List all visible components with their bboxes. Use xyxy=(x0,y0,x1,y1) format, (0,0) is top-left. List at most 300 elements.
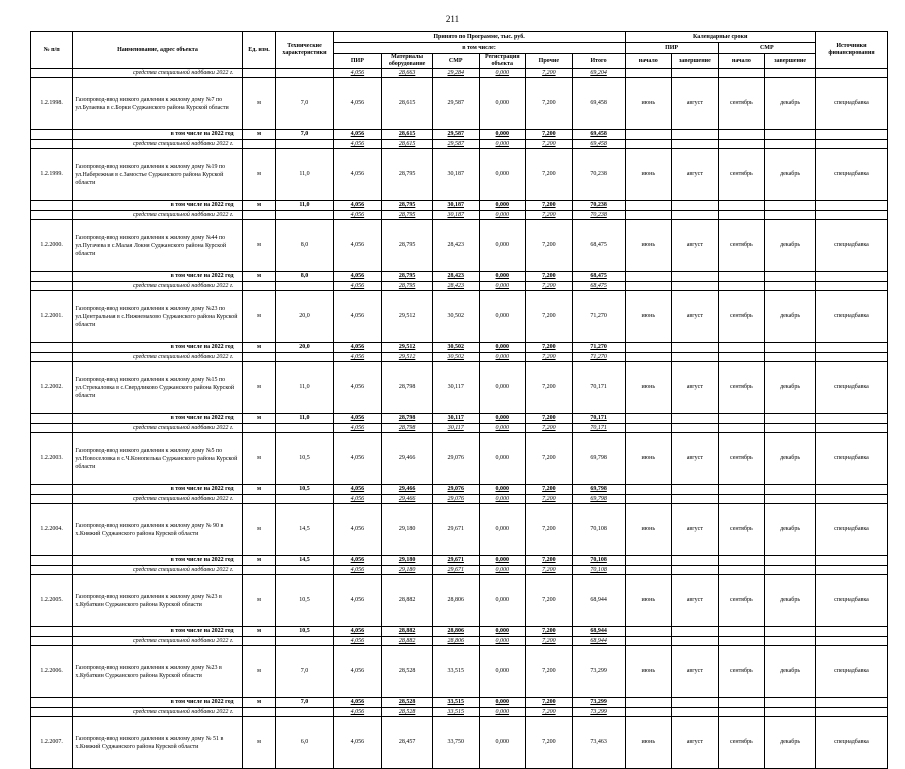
object-tech: 14,5 xyxy=(276,504,333,556)
fund-smr: 30,502 xyxy=(432,353,479,362)
subtotal-label: в том числе на 2022 год xyxy=(73,485,242,495)
subtotal-tech: 20,0 xyxy=(276,343,333,353)
fund-total: 70,108 xyxy=(572,566,625,575)
fund-pir: 4,056 xyxy=(333,495,382,504)
fund-label: средства специальной надбавки 2022 г. xyxy=(73,637,242,646)
pir-start: июнь xyxy=(625,433,672,485)
object-other: 7,200 xyxy=(526,646,573,698)
subtotal-pir: 4,056 xyxy=(333,201,382,211)
object-tech: 7,0 xyxy=(276,78,333,130)
object-pir: 4,056 xyxy=(333,362,382,414)
smr-end: декабрь xyxy=(765,575,816,627)
funding-source: спецнадбавка xyxy=(815,646,887,698)
subtotal-label: в том числе на 2022 год xyxy=(73,698,242,708)
pir-start: июнь xyxy=(625,504,672,556)
object-tech: 10,5 xyxy=(276,575,333,627)
object-other: 7,200 xyxy=(526,433,573,485)
subtotal-unit: м xyxy=(242,201,276,211)
fund-materials: 29,512 xyxy=(382,353,433,362)
header-source: Источники финансирования xyxy=(815,32,887,69)
object-unit: м xyxy=(242,504,276,556)
smr-start: сентябрь xyxy=(718,646,765,698)
pir-end: август xyxy=(672,362,719,414)
fund-smr: 30,187 xyxy=(432,211,479,220)
fund-label: средства специальной надбавки 2022 г. xyxy=(73,211,242,220)
pir-end: август xyxy=(672,575,719,627)
header-end: завершение xyxy=(672,54,719,69)
fund-materials: 28,663 xyxy=(382,69,433,78)
subtotal-registration: 0,000 xyxy=(479,272,526,282)
object-num: 1.2.2002. xyxy=(31,362,73,414)
object-smr: 28,423 xyxy=(432,220,479,272)
object-num: 1.2.2006. xyxy=(31,646,73,698)
object-smr: 30,117 xyxy=(432,362,479,414)
object-other: 7,200 xyxy=(526,291,573,343)
object-total: 68,475 xyxy=(572,220,625,272)
subtotal-unit: м xyxy=(242,272,276,282)
object-tech: 10,5 xyxy=(276,433,333,485)
subtotal-pir: 4,056 xyxy=(333,627,382,637)
pir-start: июнь xyxy=(625,78,672,130)
fund-registration: 0,000 xyxy=(479,353,526,362)
fund-row xyxy=(31,282,888,291)
subtotal-row xyxy=(31,627,888,637)
object-tech: 8,0 xyxy=(276,220,333,272)
subtotal-materials: 28,615 xyxy=(382,130,433,140)
fund-label: средства специальной надбавки 2022 г. xyxy=(73,566,242,575)
program-table xyxy=(30,31,888,769)
fund-row xyxy=(31,566,888,575)
subtotal-smr: 30,502 xyxy=(432,343,479,353)
header-start2: начало xyxy=(718,54,765,69)
subtotal-tech: 8,0 xyxy=(276,272,333,282)
object-smr: 30,187 xyxy=(432,149,479,201)
subtotal-smr: 30,117 xyxy=(432,414,479,424)
object-total: 73,299 xyxy=(572,646,625,698)
object-registration: 0,000 xyxy=(479,575,526,627)
subtotal-smr: 33,515 xyxy=(432,698,479,708)
subtotal-registration: 0,000 xyxy=(479,130,526,140)
subtotal-smr: 29,671 xyxy=(432,556,479,566)
fund-label: средства специальной надбавки 2022 г. xyxy=(73,424,242,433)
subtotal-pir: 4,056 xyxy=(333,414,382,424)
fund-smr: 29,587 xyxy=(432,140,479,149)
fund-smr: 28,423 xyxy=(432,282,479,291)
object-smr: 29,587 xyxy=(432,78,479,130)
subtotal-materials: 28,795 xyxy=(382,201,433,211)
subtotal-smr: 29,587 xyxy=(432,130,479,140)
object-smr: 33,750 xyxy=(432,717,479,769)
subtotal-label: в том числе на 2022 год xyxy=(73,627,242,637)
object-total: 73,463 xyxy=(572,717,625,769)
object-name: Газопровод-ввод низкого давления к жилому дому № 51 в х.Княжий Суджанского района Курской области xyxy=(73,717,242,769)
object-name: Газопровод-ввод низкого давления к жилому дому №15 по ул.Стрекаловка в с.Свердликово Суджанского района Курской области xyxy=(73,362,242,414)
pir-end: август xyxy=(672,291,719,343)
object-name: Газопровод-ввод низкого давления к жилому дому №23 в х.Кубаткин Суджанского района Курской области xyxy=(73,575,242,627)
object-other: 7,200 xyxy=(526,575,573,627)
fund-other: 7,200 xyxy=(526,495,573,504)
pir-start: июнь xyxy=(625,362,672,414)
object-registration: 0,000 xyxy=(479,504,526,556)
object-num: 1.2.2004. xyxy=(31,504,73,556)
subtotal-pir: 4,056 xyxy=(333,272,382,282)
header-total: Итого xyxy=(572,54,625,69)
smr-start: сентябрь xyxy=(718,149,765,201)
object-unit: м xyxy=(242,646,276,698)
object-other: 7,200 xyxy=(526,717,573,769)
object-name: Газопровод-ввод низкого давления к жилому дому №5 по ул.Новоселовка в с.Ч.Конопелька Суджанского района Курской области xyxy=(73,433,242,485)
fund-label: средства специальной надбавки 2022 г. xyxy=(73,69,242,78)
object-pir: 4,056 xyxy=(333,291,382,343)
header-smr: СМР xyxy=(432,54,479,69)
fund-smr: 29,076 xyxy=(432,495,479,504)
smr-start: сентябрь xyxy=(718,220,765,272)
subtotal-materials: 28,882 xyxy=(382,627,433,637)
pir-end: август xyxy=(672,149,719,201)
fund-other: 7,200 xyxy=(526,708,573,717)
subtotal-materials: 29,512 xyxy=(382,343,433,353)
smr-end: декабрь xyxy=(765,78,816,130)
object-tech: 7,0 xyxy=(276,646,333,698)
smr-end: декабрь xyxy=(765,646,816,698)
object-num: 1.2.2003. xyxy=(31,433,73,485)
object-row xyxy=(31,220,888,272)
fund-label: средства специальной надбавки 2022 г. xyxy=(73,708,242,717)
fund-materials: 28,795 xyxy=(382,282,433,291)
subtotal-smr: 28,806 xyxy=(432,627,479,637)
object-name: Газопровод-ввод низкого давления к жилому дому №19 по ул.Набережная в с.Замостье Суджанского района Курской области xyxy=(73,149,242,201)
object-materials: 29,512 xyxy=(382,291,433,343)
object-num: 1.2.2000. xyxy=(31,220,73,272)
subtotal-smr: 29,076 xyxy=(432,485,479,495)
fund-pir: 4,056 xyxy=(333,424,382,433)
funding-source: спецнадбавка xyxy=(815,220,887,272)
header-name: Наименование, адрес объекта xyxy=(73,32,242,69)
pir-end: август xyxy=(672,717,719,769)
subtotal-pir: 4,056 xyxy=(333,485,382,495)
object-row xyxy=(31,291,888,343)
fund-smr: 28,806 xyxy=(432,637,479,646)
fund-registration: 0,000 xyxy=(479,566,526,575)
subtotal-total: 73,299 xyxy=(572,698,625,708)
pir-start: июнь xyxy=(625,149,672,201)
subtotal-total: 69,458 xyxy=(572,130,625,140)
subtotal-other: 7,200 xyxy=(526,272,573,282)
object-pir: 4,056 xyxy=(333,717,382,769)
smr-end: декабрь xyxy=(765,433,816,485)
fund-row xyxy=(31,637,888,646)
fund-materials: 29,466 xyxy=(382,495,433,504)
fund-other: 7,200 xyxy=(526,637,573,646)
subtotal-materials: 28,798 xyxy=(382,414,433,424)
fund-total: 70,238 xyxy=(572,211,625,220)
subtotal-materials: 28,795 xyxy=(382,272,433,282)
fund-registration: 0,000 xyxy=(479,495,526,504)
fund-registration: 0,000 xyxy=(479,708,526,717)
object-materials: 28,798 xyxy=(382,362,433,414)
fund-label: средства специальной надбавки 2022 г. xyxy=(73,282,242,291)
subtotal-tech: 10,5 xyxy=(276,485,333,495)
object-materials: 28,528 xyxy=(382,646,433,698)
subtotal-registration: 0,000 xyxy=(479,556,526,566)
smr-end: декабрь xyxy=(765,220,816,272)
fund-registration: 0,000 xyxy=(479,69,526,78)
header-incl: в том числе: xyxy=(333,43,625,54)
subtotal-smr: 28,423 xyxy=(432,272,479,282)
fund-total: 69,458 xyxy=(572,140,625,149)
fund-pir: 4,056 xyxy=(333,353,382,362)
pir-end: август xyxy=(672,220,719,272)
fund-total: 70,171 xyxy=(572,424,625,433)
object-registration: 0,000 xyxy=(479,291,526,343)
fund-smr: 33,515 xyxy=(432,708,479,717)
object-name: Газопровод-ввод низкого давления к жилому дому №23 в х.Кубаткин Суджанского района Курской области xyxy=(73,646,242,698)
subtotal-unit: м xyxy=(242,414,276,424)
fund-smr: 29,671 xyxy=(432,566,479,575)
subtotal-tech: 10,5 xyxy=(276,627,333,637)
subtotal-unit: м xyxy=(242,130,276,140)
subtotal-label: в том числе на 2022 год xyxy=(73,343,242,353)
fund-row xyxy=(31,69,888,78)
fund-pir: 4,056 xyxy=(333,566,382,575)
fund-registration: 0,000 xyxy=(479,637,526,646)
subtotal-materials: 29,466 xyxy=(382,485,433,495)
object-pir: 4,056 xyxy=(333,646,382,698)
fund-other: 7,200 xyxy=(526,424,573,433)
smr-end: декабрь xyxy=(765,291,816,343)
pir-end: август xyxy=(672,646,719,698)
subtotal-unit: м xyxy=(242,698,276,708)
funding-source: спецнадбавка xyxy=(815,362,887,414)
fund-pir: 4,056 xyxy=(333,708,382,717)
object-total: 70,238 xyxy=(572,149,625,201)
pir-start: июнь xyxy=(625,646,672,698)
smr-start: сентябрь xyxy=(718,504,765,556)
object-total: 71,270 xyxy=(572,291,625,343)
object-registration: 0,000 xyxy=(479,717,526,769)
fund-pir: 4,056 xyxy=(333,140,382,149)
object-num: 1.2.1999. xyxy=(31,149,73,201)
object-total: 69,458 xyxy=(572,78,625,130)
smr-start: сентябрь xyxy=(718,362,765,414)
subtotal-other: 7,200 xyxy=(526,698,573,708)
smr-start: сентябрь xyxy=(718,433,765,485)
object-materials: 28,615 xyxy=(382,78,433,130)
object-row xyxy=(31,362,888,414)
fund-label: средства специальной надбавки 2022 г. xyxy=(73,140,242,149)
fund-row xyxy=(31,708,888,717)
object-pir: 4,056 xyxy=(333,433,382,485)
subtotal-registration: 0,000 xyxy=(479,485,526,495)
object-unit: м xyxy=(242,220,276,272)
pir-end: август xyxy=(672,433,719,485)
header-materials: Материалы оборудование xyxy=(382,54,433,69)
subtotal-unit: м xyxy=(242,627,276,637)
fund-materials: 29,180 xyxy=(382,566,433,575)
fund-other: 7,200 xyxy=(526,140,573,149)
object-total: 69,798 xyxy=(572,433,625,485)
subtotal-registration: 0,000 xyxy=(479,698,526,708)
object-smr: 29,076 xyxy=(432,433,479,485)
header-registration: Регистрация объекта xyxy=(479,54,526,69)
object-row xyxy=(31,433,888,485)
smr-start: сентябрь xyxy=(718,291,765,343)
header-start: начало xyxy=(625,54,672,69)
object-other: 7,200 xyxy=(526,149,573,201)
object-unit: м xyxy=(242,291,276,343)
object-row xyxy=(31,504,888,556)
subtotal-pir: 4,056 xyxy=(333,130,382,140)
funding-source: спецнадбавка xyxy=(815,575,887,627)
smr-end: декабрь xyxy=(765,149,816,201)
object-tech: 20,0 xyxy=(276,291,333,343)
fund-other: 7,200 xyxy=(526,566,573,575)
object-other: 7,200 xyxy=(526,362,573,414)
subtotal-other: 7,200 xyxy=(526,130,573,140)
fund-smr: 30,117 xyxy=(432,424,479,433)
subtotal-row xyxy=(31,556,888,566)
fund-materials: 28,528 xyxy=(382,708,433,717)
fund-registration: 0,000 xyxy=(479,424,526,433)
subtotal-label: в том числе на 2022 год xyxy=(73,272,242,282)
object-materials: 28,882 xyxy=(382,575,433,627)
subtotal-label: в том числе на 2022 год xyxy=(73,201,242,211)
object-name: Газопровод-ввод низкого давления к жилому дому №7 по ул.Булаевка в с.Борки Суджанского района Курской области xyxy=(73,78,242,130)
subtotal-row xyxy=(31,414,888,424)
object-row xyxy=(31,575,888,627)
object-registration: 0,000 xyxy=(479,149,526,201)
object-registration: 0,000 xyxy=(479,433,526,485)
smr-start: сентябрь xyxy=(718,717,765,769)
page-number: 211 xyxy=(445,14,460,24)
object-smr: 29,671 xyxy=(432,504,479,556)
subtotal-registration: 0,000 xyxy=(479,201,526,211)
object-materials: 28,795 xyxy=(382,149,433,201)
fund-total: 69,204 xyxy=(572,69,625,78)
subtotal-smr: 30,187 xyxy=(432,201,479,211)
object-unit: м xyxy=(242,575,276,627)
subtotal-other: 7,200 xyxy=(526,556,573,566)
object-smr: 28,806 xyxy=(432,575,479,627)
object-pir: 4,056 xyxy=(333,78,382,130)
object-num: 1.2.2005. xyxy=(31,575,73,627)
object-smr: 33,515 xyxy=(432,646,479,698)
object-row xyxy=(31,646,888,698)
fund-registration: 0,000 xyxy=(479,140,526,149)
subtotal-label: в том числе на 2022 год xyxy=(73,414,242,424)
pir-end: август xyxy=(672,504,719,556)
subtotal-total: 68,944 xyxy=(572,627,625,637)
subtotal-total: 69,798 xyxy=(572,485,625,495)
fund-total: 68,475 xyxy=(572,282,625,291)
object-other: 7,200 xyxy=(526,220,573,272)
object-tech: 11,0 xyxy=(276,149,333,201)
object-row xyxy=(31,78,888,130)
subtotal-total: 70,238 xyxy=(572,201,625,211)
subtotal-tech: 11,0 xyxy=(276,201,333,211)
smr-end: декабрь xyxy=(765,504,816,556)
object-row xyxy=(31,149,888,201)
fund-other: 7,200 xyxy=(526,69,573,78)
funding-source: спецнадбавка xyxy=(815,504,887,556)
table-header xyxy=(31,32,888,69)
fund-pir: 4,056 xyxy=(333,211,382,220)
fund-row xyxy=(31,424,888,433)
funding-source: спецнадбавка xyxy=(815,149,887,201)
subtotal-label: в том числе на 2022 год xyxy=(73,130,242,140)
object-other: 7,200 xyxy=(526,78,573,130)
object-num: 1.2.2007. xyxy=(31,717,73,769)
subtotal-other: 7,200 xyxy=(526,627,573,637)
fund-materials: 28,795 xyxy=(382,211,433,220)
subtotal-tech: 7,0 xyxy=(276,130,333,140)
funding-source: спецнадбавка xyxy=(815,78,887,130)
subtotal-other: 7,200 xyxy=(526,343,573,353)
subtotal-row xyxy=(31,201,888,211)
object-materials: 28,457 xyxy=(382,717,433,769)
fund-materials: 28,798 xyxy=(382,424,433,433)
subtotal-row xyxy=(31,272,888,282)
object-materials: 29,180 xyxy=(382,504,433,556)
fund-total: 73,299 xyxy=(572,708,625,717)
table-body xyxy=(31,69,888,769)
subtotal-row xyxy=(31,343,888,353)
object-name: Газопровод-ввод низкого давления к жилому дому №44 по ул.Пугачева в с.Малая Локня Суджанского района Курской области xyxy=(73,220,242,272)
header-other: Прочие xyxy=(526,54,573,69)
fund-total: 71,270 xyxy=(572,353,625,362)
header-pir: ПИР xyxy=(333,54,382,69)
object-registration: 0,000 xyxy=(479,78,526,130)
subtotal-row xyxy=(31,485,888,495)
object-unit: м xyxy=(242,362,276,414)
header-tech: Технические характеристики xyxy=(276,32,333,69)
fund-label: средства специальной надбавки 2022 г. xyxy=(73,353,242,362)
pir-start: июнь xyxy=(625,291,672,343)
subtotal-total: 70,108 xyxy=(572,556,625,566)
subtotal-pir: 4,056 xyxy=(333,343,382,353)
object-registration: 0,000 xyxy=(479,362,526,414)
subtotal-registration: 0,000 xyxy=(479,627,526,637)
subtotal-pir: 4,056 xyxy=(333,698,382,708)
object-registration: 0,000 xyxy=(479,646,526,698)
object-tech: 6,0 xyxy=(276,717,333,769)
fund-materials: 28,615 xyxy=(382,140,433,149)
pir-start: июнь xyxy=(625,220,672,272)
subtotal-registration: 0,000 xyxy=(479,414,526,424)
subtotal-materials: 29,180 xyxy=(382,556,433,566)
object-pir: 4,056 xyxy=(333,504,382,556)
object-pir: 4,056 xyxy=(333,220,382,272)
object-tech: 11,0 xyxy=(276,362,333,414)
header-unit: Ед. изм. xyxy=(242,32,276,69)
subtotal-other: 7,200 xyxy=(526,485,573,495)
header-calendar: Календарные сроки xyxy=(625,32,815,43)
object-name: Газопровод-ввод низкого давления к жилому дому № 90 в х.Княжий Суджанского района Курской области xyxy=(73,504,242,556)
smr-end: декабрь xyxy=(765,362,816,414)
object-unit: м xyxy=(242,149,276,201)
subtotal-row xyxy=(31,698,888,708)
object-pir: 4,056 xyxy=(333,149,382,201)
fund-other: 7,200 xyxy=(526,282,573,291)
header-cal-smr: СМР xyxy=(718,43,815,54)
object-num: 1.2.2001. xyxy=(31,291,73,343)
subtotal-unit: м xyxy=(242,485,276,495)
object-unit: м xyxy=(242,433,276,485)
subtotal-other: 7,200 xyxy=(526,201,573,211)
subtotal-tech: 11,0 xyxy=(276,414,333,424)
fund-total: 68,944 xyxy=(572,637,625,646)
funding-source: спецнадбавка xyxy=(815,433,887,485)
